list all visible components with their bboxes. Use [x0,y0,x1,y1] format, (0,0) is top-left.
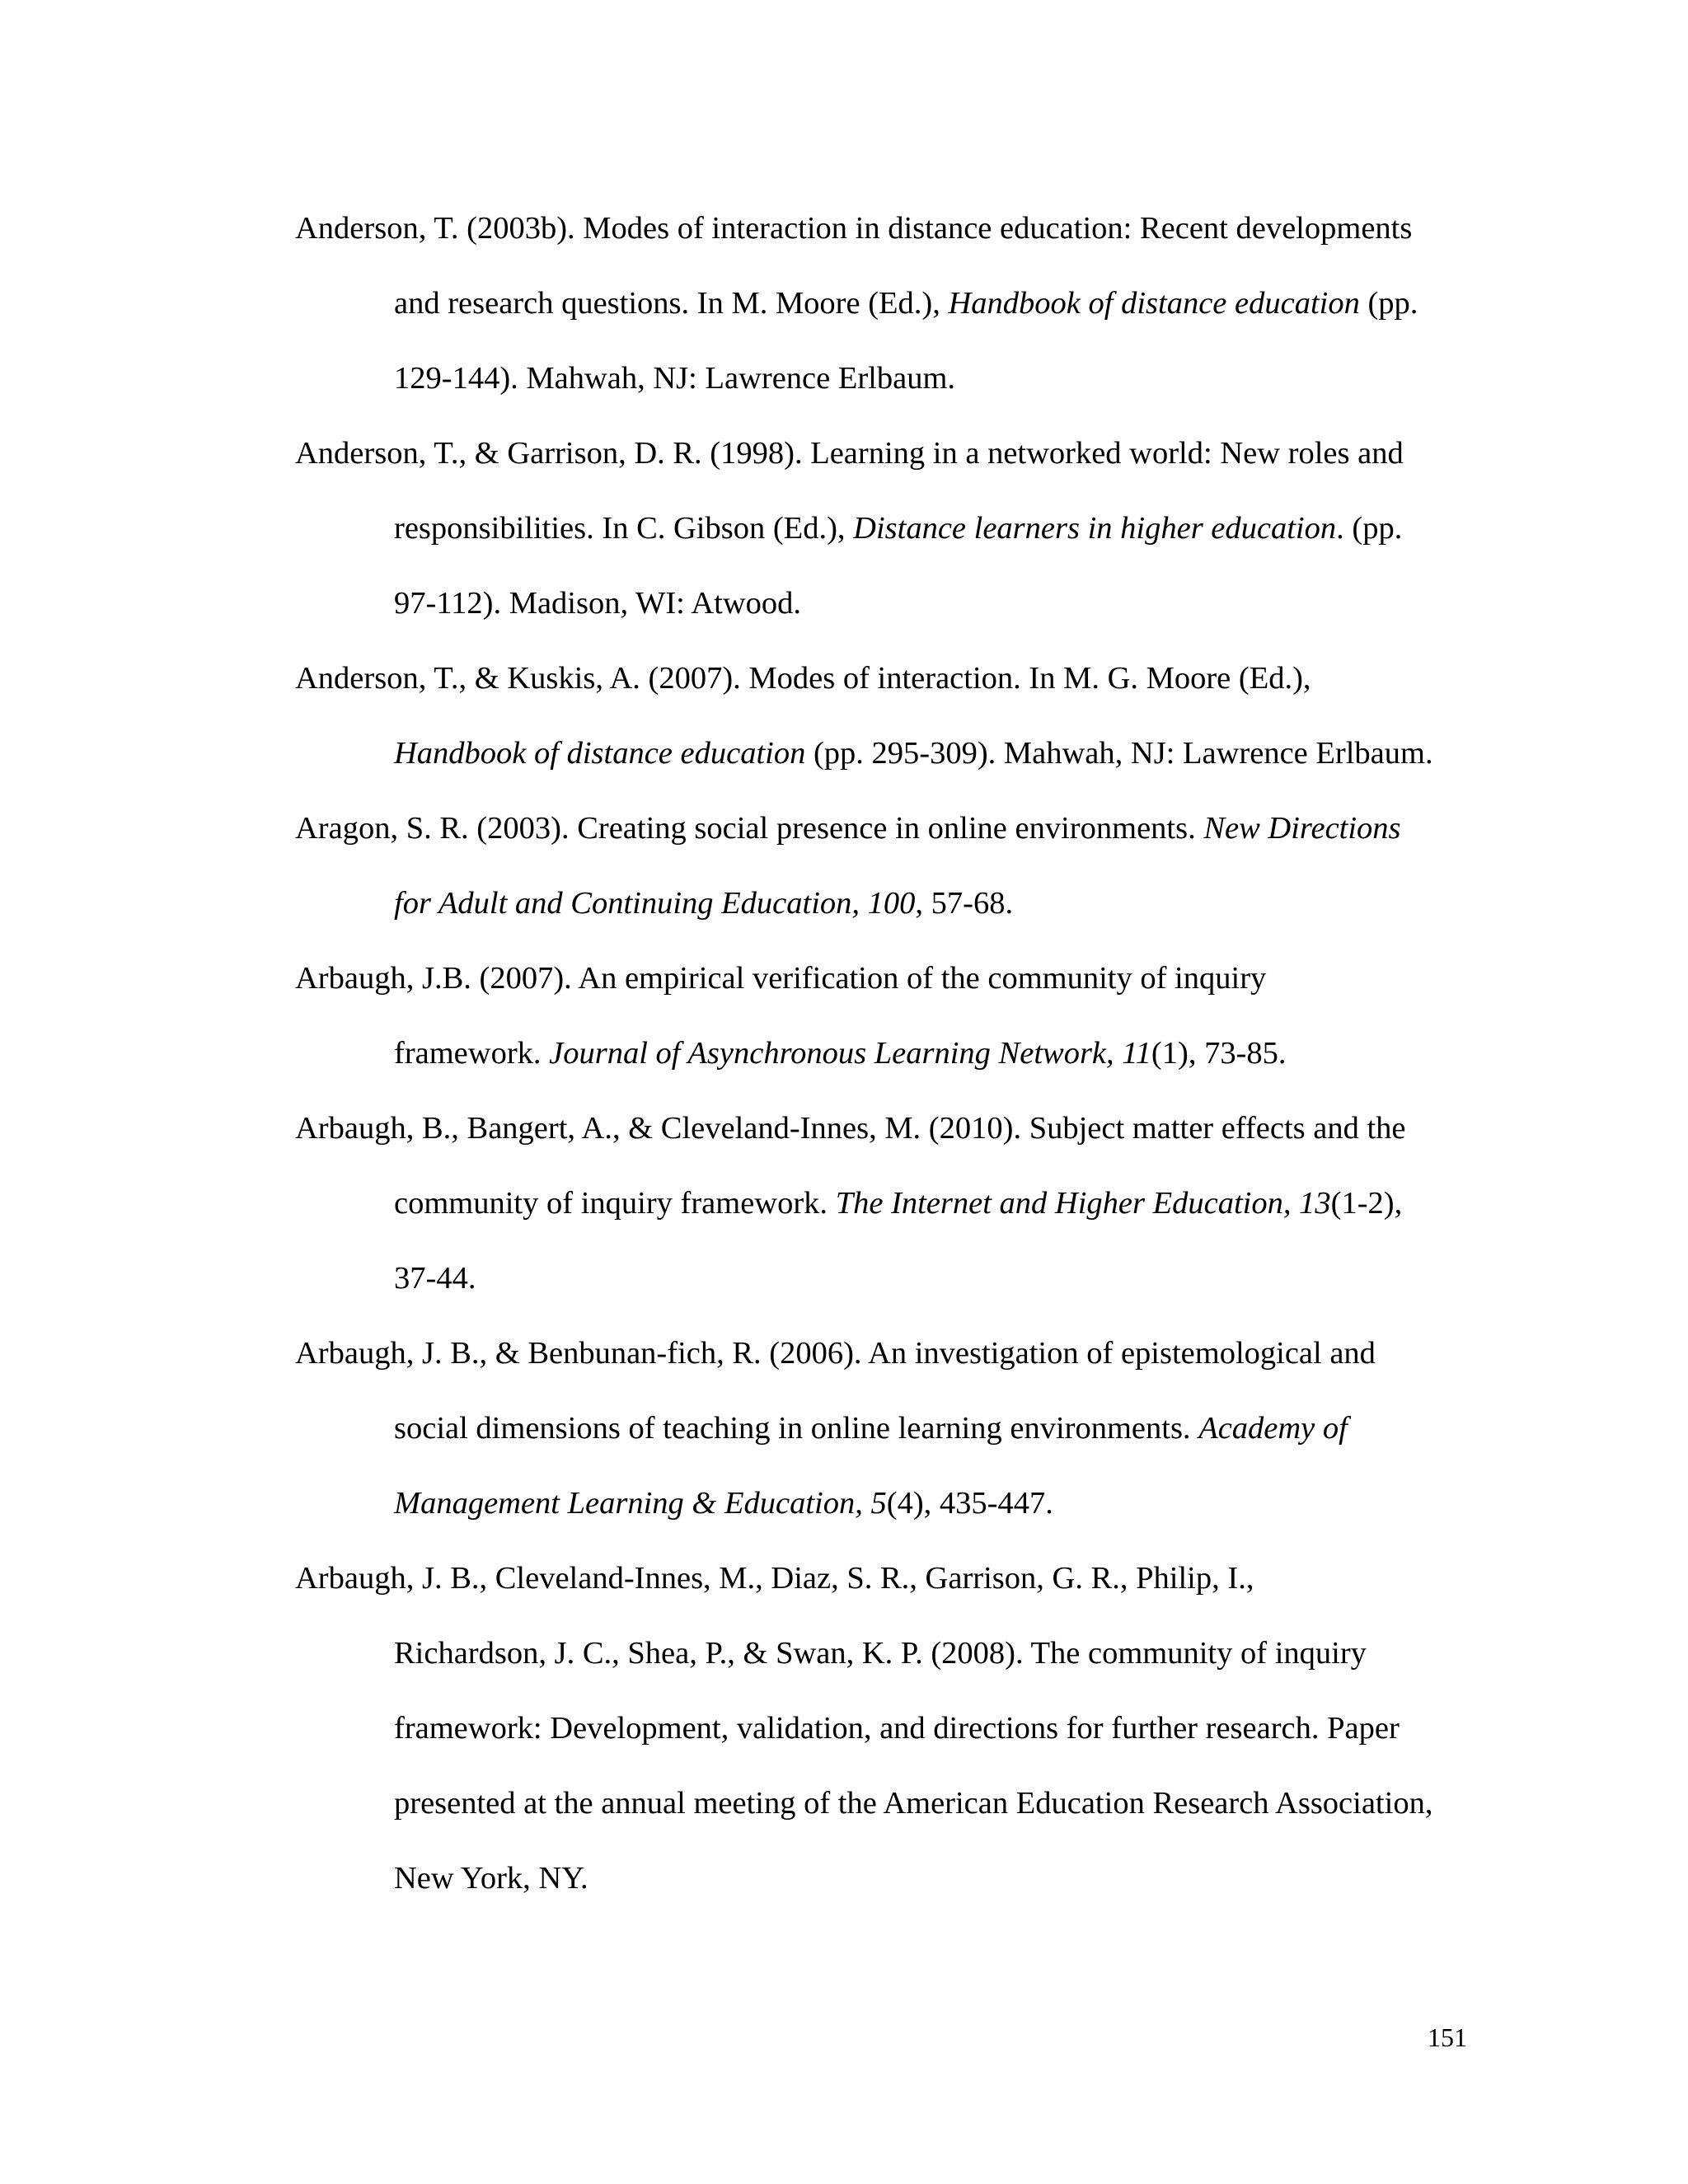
reference-text: framework. [394,1036,550,1071]
reference-line [295,716,1482,791]
reference-italic-text: for Adult and Continuing Education, 100 [394,886,916,921]
reference-line [295,491,1482,566]
reference-text: and research questions. In M. Moore (Ed.), [394,286,949,321]
reference-text: Aragon, S. R. (2003). Creating social presence in online environments. [295,811,1204,846]
reference-italic-text: Distance learners in higher education [853,511,1337,546]
reference-entry [295,641,1482,791]
reference-text: (pp. 295-309). Mahwah, NJ: Lawrence Erlbaum. [805,736,1433,771]
reference-italic-text: Academy of [1198,1411,1348,1446]
reference-line [295,1091,1482,1166]
reference-text: New York, NY. [394,1861,588,1896]
reference-line [295,1166,1482,1241]
reference-line [295,1466,1482,1541]
reference-line [295,566,1482,641]
reference-line [295,1016,1482,1091]
reference-italic-text: Handbook of distance education [394,736,806,771]
reference-text: responsibilities. In C. Gibson (Ed.), [394,511,854,546]
reference-text: (pp. [1359,286,1418,321]
reference-text: Anderson, T. (2003b). Modes of interaction in distance education: Recent developments [295,211,1413,246]
reference-text: Arbaugh, J. B., Cleveland-Innes, M., Diaz, S. R., Garrison, G. R., Philip, I., [295,1561,1254,1596]
reference-line [295,1691,1482,1766]
reference-line [295,1541,1482,1616]
reference-text: Arbaugh, B., Bangert, A., & Cleveland-Innes, M. (2010). Subject matter effects and the [295,1111,1406,1146]
reference-text: Anderson, T., & Garrison, D. R. (1998). Learning in a networked world: New roles and [295,436,1404,471]
reference-line [295,1391,1482,1466]
reference-text: community of inquiry framework. [394,1186,836,1221]
reference-line [295,191,1482,266]
reference-text: (1-2), [1330,1186,1403,1221]
reference-text: Richardson, J. C., Shea, P., & Swan, K. P. (2008). The community of inquiry [394,1636,1367,1671]
reference-entry [295,1091,1482,1316]
reference-text: (1), 73-85. [1151,1036,1287,1071]
reference-text: Anderson, T., & Kuskis, A. (2007). Modes of interaction. In M. G. Moore (Ed.), [295,661,1311,696]
reference-entry [295,191,1482,416]
reference-line [295,266,1482,341]
reference-entry [295,1316,1482,1541]
reference-list [295,191,1482,1916]
reference-text: framework: Development, validation, and directions for further research. Paper [394,1711,1400,1746]
reference-text: , 57-68. [915,886,1014,921]
reference-line [295,1841,1482,1916]
reference-text: 97-112). Madison, WI: Atwood. [394,586,802,621]
reference-text: social dimensions of teaching in online learning environments. [394,1411,1199,1446]
reference-entry [295,941,1482,1091]
reference-entry [295,791,1482,941]
reference-text: presented at the annual meeting of the American Education Research Association, [394,1786,1433,1821]
reference-line [295,1616,1482,1691]
reference-line [295,341,1482,416]
reference-italic-text: The Internet and Higher Education, 13 [835,1186,1331,1221]
reference-line [295,941,1482,1016]
reference-line [295,1316,1482,1391]
reference-text: 129-144). Mahwah, NJ: Lawrence Erlbaum. [394,361,956,396]
reference-italic-text: New Directions [1203,811,1401,846]
reference-text: Arbaugh, J.B. (2007). An empirical verification of the community of inquiry [295,961,1267,996]
reference-line [295,1766,1482,1841]
reference-text: . (pp. [1336,511,1403,546]
reference-italic-text: Management Learning & Education, 5 [394,1486,887,1521]
page-number: 151 [1428,2022,1467,2052]
reference-line [295,791,1482,866]
reference-line [295,866,1482,941]
reference-italic-text: Handbook of distance education [948,286,1360,321]
reference-italic-text: Journal of Asynchronous Learning Network, 11 [549,1036,1151,1071]
reference-text: 37-44. [394,1261,476,1296]
reference-entry [295,1541,1482,1916]
reference-line [295,416,1482,491]
reference-entry [295,416,1482,641]
reference-text: Arbaugh, J. B., & Benbunan-fich, R. (2006). An investigation of epistemological and [295,1336,1376,1371]
reference-line [295,1241,1482,1316]
reference-text: (4), 435-447. [886,1486,1053,1521]
reference-line [295,641,1482,716]
